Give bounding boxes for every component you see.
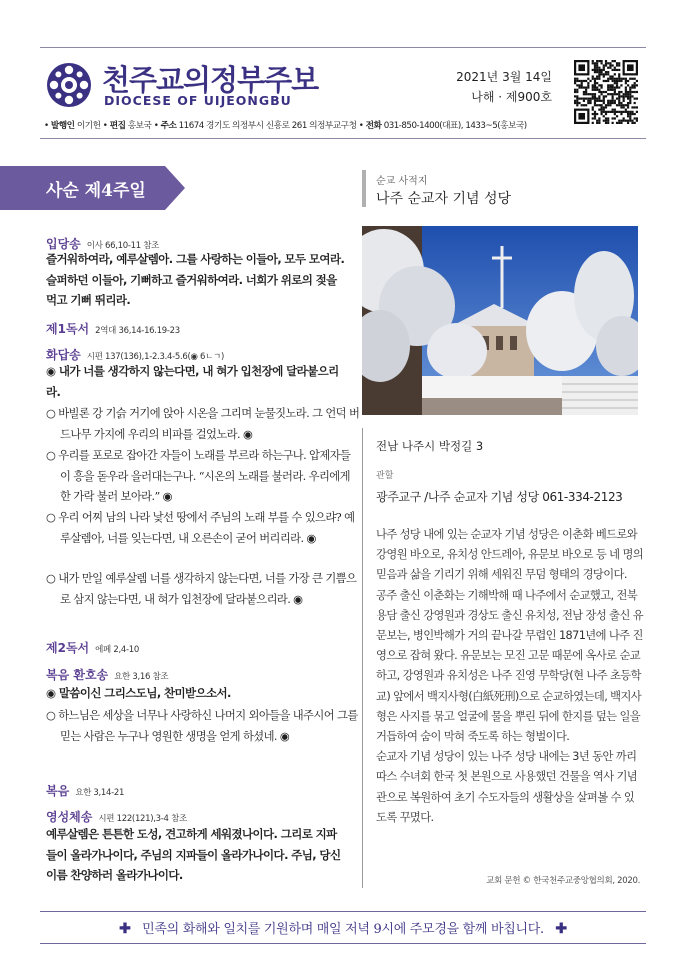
sunday-title: 사순 제4주일: [46, 181, 146, 201]
pilgrimage-address: 전남 나주시 박정길 3: [376, 439, 484, 453]
editor-label: 편집: [109, 121, 126, 131]
section-accent-bar: [362, 170, 366, 207]
gospel-ref: 요한 3,14-21: [75, 788, 125, 798]
pilgrimage-body: [376, 525, 644, 828]
address-label: 주소: [160, 121, 177, 131]
psalm-verse: ○ 바빌론 강 기슭 거기에 앉아 시온을 그리며 눈물짓노라. 그 언덕 버드나무 가지에 우리의 비파를 걸었노라. ◉: [46, 407, 360, 441]
acclamation-verse: ○ 하느님은 세상을 너무나 사랑하신 나머지 외아들을 내주시어 그를 믿는 사람은 누구나 영원한 생명을 얻게 하셨네. ◉: [46, 709, 358, 743]
brand-name-korean: 천주교의정부주보: [102, 63, 319, 97]
publisher-label: 발행인: [50, 121, 75, 131]
gospel-heading: [46, 780, 346, 799]
church-in-snow-photo: [362, 226, 638, 415]
inquiry-contact: 광주교구 /나주 순교자 기념 성당 061-334-2123: [376, 490, 623, 504]
second-reading-ref: 에페 2,4-10: [95, 645, 139, 655]
footer-prayer-line: [40, 918, 646, 937]
pilgrimage-title: 나주 순교자 기념 성당: [376, 191, 512, 207]
source-credit: 교회 문헌 © 한국천주교중앙협의회, 2020.: [486, 876, 640, 886]
entrance-antiphon-text: 즐거워하여라, 예루살렘아. 그를 사랑하는 이들아, 모두 모여라. 슬퍼하던 이들아, 기뻐하고 즐거워하여라. 너희가 위로의 젖을 먹고 기뻐 뛰리라.: [46, 252, 345, 307]
issue-number: 나해 · 제900호: [471, 90, 552, 104]
gospel-label: 복음: [46, 784, 70, 798]
diocese-logo-icon: [46, 62, 92, 108]
body-paragraph: 순교자 기념 성당이 있는 나주 성당 내에는 3년 동안 까리따스 수녀회 한국 첫 본원으로 사용했던 건물을 역사 기념관으로 복원하여 초기 수도자들의 생활상을 살펴볼 수 있도록 꾸몄다.: [376, 750, 638, 824]
communion-ref: 시편 122(121),3-4 참조: [98, 814, 187, 824]
header-bottom-rule: [40, 138, 646, 139]
phone-value: 031-850-1400(대표), 1433~5(홍보국): [383, 121, 527, 131]
editor-name: 홍보국: [127, 121, 152, 131]
psalm-response: ◉ 내가 너를 생각하지 않는다면, 내 혀가 입천장에 달라붙으리라.: [46, 364, 339, 399]
second-reading-heading: [46, 637, 346, 656]
qr-code-icon[interactable]: [574, 60, 638, 124]
first-reading-heading: [46, 318, 346, 337]
psalm-label: 화답송: [46, 348, 81, 362]
first-reading-ref: 2역대 36,14-16.19-23: [95, 326, 180, 336]
brand-name-english: DIOCESE OF UIJEONGBU: [104, 93, 292, 108]
footer-bottom-rule: [40, 943, 646, 944]
communion-heading: [46, 806, 346, 825]
psalm-verse: ○ 우리를 포로로 잡아간 자들이 노래를 부르라 하는구나. 압제자들이 흥을 돋우라 을러대는구나. “시온의 노래를 불러라. 우리에게 한 가락 불러 보아라.” ◉: [46, 449, 351, 503]
cross-icon: ✚: [555, 921, 567, 937]
publisher-name: 이기헌: [76, 121, 101, 131]
communion-antiphon-text: 예루살렘은 튼튼한 도성, 견고하게 세워졌나이다. 그리로 지파들이 올라가나이다, 주님의 지파들이 올라가나이다. 주님, 당신 이름 찬양하러 올라가나이다.: [46, 827, 341, 882]
footer-text: 민족의 화해와 일치를 기원하며 매일 저녁 9시에 주모경을 함께 바칩니다.: [142, 922, 544, 937]
phone-label: 전화: [365, 121, 382, 131]
acclamation-response: ◉ 말씀이신 그리스도님, 찬미받으소서.: [46, 686, 231, 700]
publication-info: • 발행인 이기헌 • 편집 홍보국 • 주소 11674 경기도 의정부시 신흥로 261 의정부교구청 • 전화 031-850-1400(대표), 1433~5(홍보국): [44, 121, 527, 131]
entrance-label: 입당송: [46, 237, 81, 251]
acclamation-ref: 요한 3,16 참조: [114, 672, 169, 682]
communion-label: 영성체송: [46, 810, 93, 824]
inquiry-label: 관할: [376, 471, 394, 481]
header-top-rule: [40, 47, 646, 48]
first-reading-label: 제1독서: [46, 322, 90, 336]
entrance-ref: 이사 66,10-11 참조: [86, 241, 160, 251]
footer-top-rule: [40, 911, 646, 912]
section-category: 순교 사적지: [376, 176, 428, 187]
body-paragraph: 나주 성당 내에 있는 순교자 기념 성당은 이춘화 베드로와 강영원 바오로, 유치성 안드레아, 유문보 바오로 등 네 명의 믿음과 삶을 기리기 위해 세워진 무덤 형태의 경당이다.: [376, 528, 644, 582]
psalm-ref: 시편 137(136),1-2.3.4-5.6(◉ 6ㄴㄱ): [86, 352, 224, 362]
acclamation-heading: [46, 664, 346, 683]
psalm-verse: ○ 내가 만일 예루살렘 너를 생각하지 않는다면, 너를 가장 큰 기쁨으로 삼지 않는다면, 내 혀가 입천장에 달라붙으리라. ◉: [46, 572, 357, 606]
issue-date: 2021년 3월 14일: [456, 70, 552, 84]
body-paragraph: 공주 출신 이춘화는 기해박해 때 나주에서 순교했고, 전북 용담 출신 강영원과 경상도 출신 유치성, 전남 장성 출신 유문보는, 병인박해가 거의 끝나갈 무렵인 1871년에 나주 진영으로 잡혀 왔다. 유문보는 모진 고문 때문에 옥사로 순교하고, 강영원과 유치성은 나주 진영 무학당(현 나주 초등학교) 앞에서 백지사형(白紙死刑)으로 순교하였는데, 백지사형은 사지를 묶고 얼굴에 물을 뿌린 뒤에 한지를 덮는 일을 거듭하여 숨이 막혀 죽도록 하는 형벌이다.: [376, 588, 644, 744]
address-value: 11674 경기도 의정부시 신흥로 261 의정부교구청: [178, 121, 357, 131]
cross-icon: ✚: [119, 921, 131, 937]
psalm-verse: ○ 우리 어찌 남의 나라 낯선 땅에서 주님의 노래 부를 수 있으랴? 예루살렘아, 너를 잊는다면, 내 오른손이 굳어 버리리라. ◉: [46, 511, 355, 545]
second-reading-label: 제2독서: [46, 641, 90, 655]
acclamation-label: 복음 환호송: [46, 668, 109, 682]
column-divider: [362, 428, 363, 888]
